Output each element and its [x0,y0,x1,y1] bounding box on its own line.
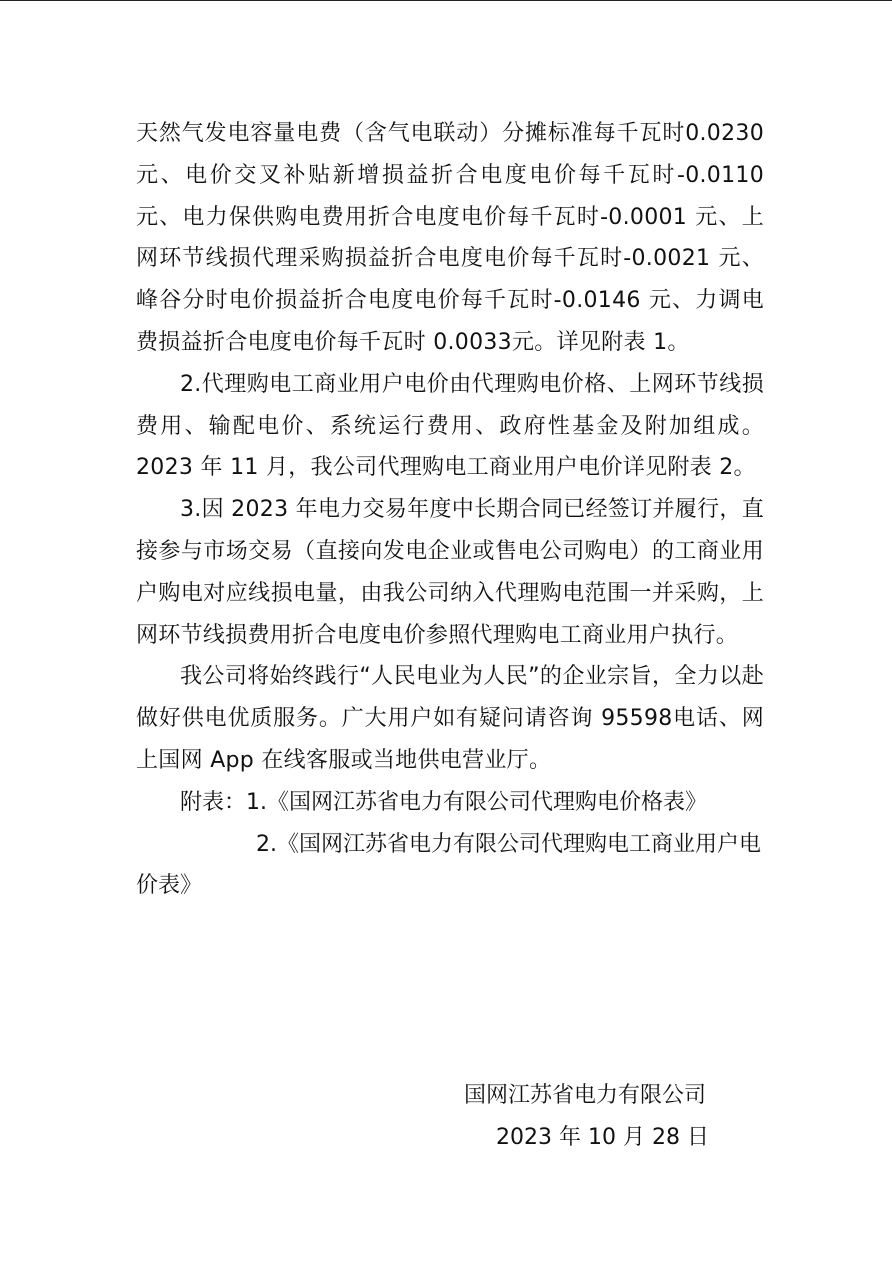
paragraph-service-notice: 我公司将始终践行“人民电业为人民”的企业宗旨，全力以赴做好供电优质服务。广大用户如有疑问请咨询 95598电话、网上国网 App 在线客服或当地供电营业厅。 [136,664,764,773]
attachment-item-2: 2.《国网江苏省电力有限公司代理购电工商业用户电价表》 [136,831,761,899]
signature-date: 2023 年 10 月 28 日 [496,1124,709,1150]
document-body [136,113,764,907]
attachment-label: 附表： [180,789,247,815]
paragraph-pricing-details: 天然气发电容量电费（含气电联动）分摊标准每千瓦时0.0230 元、电价交叉补贴新增损益折合电度电价每千瓦时-0.0110 元、电力保供购电费用折合电度电价每千瓦时-0.0001 元、上网环节线损代理采购损益折合电度电价每千瓦时-0.0021 元、峰谷分时电价损益折合电度电价每千瓦时-0.0146 元、力调电费损益折合电度电价每千瓦时 0.0033元。详见附表 1。 [136,121,764,355]
signature-organization: 国网江苏省电力有限公司 [464,1083,707,1108]
signature-block [464,1075,764,1159]
paragraph-item-3: 3.因 2023 年电力交易年度中长期合同已经签订并履行，直接参与市场交易（直接向发电企业或售电公司购电）的工商业用户购电对应线损电量，由我公司纳入代理购电范围一并采购，上网环节线损费用折合电度电价参照代理购电工商业用户执行。 [136,497,764,648]
attachment-item-1 [136,782,764,824]
attachment-item-1-text: 1.《国网江苏省电力有限公司代理购电价格表》 [246,789,708,815]
paragraph-item-2: 2.代理购电工商业用户电价由代理购电价格、上网环节线损费用、输配电价、系统运行费用、政府性基金及附加组成。2023 年 11 月，我公司代理购电工商业用户电价详见附表 2。 [136,371,764,481]
